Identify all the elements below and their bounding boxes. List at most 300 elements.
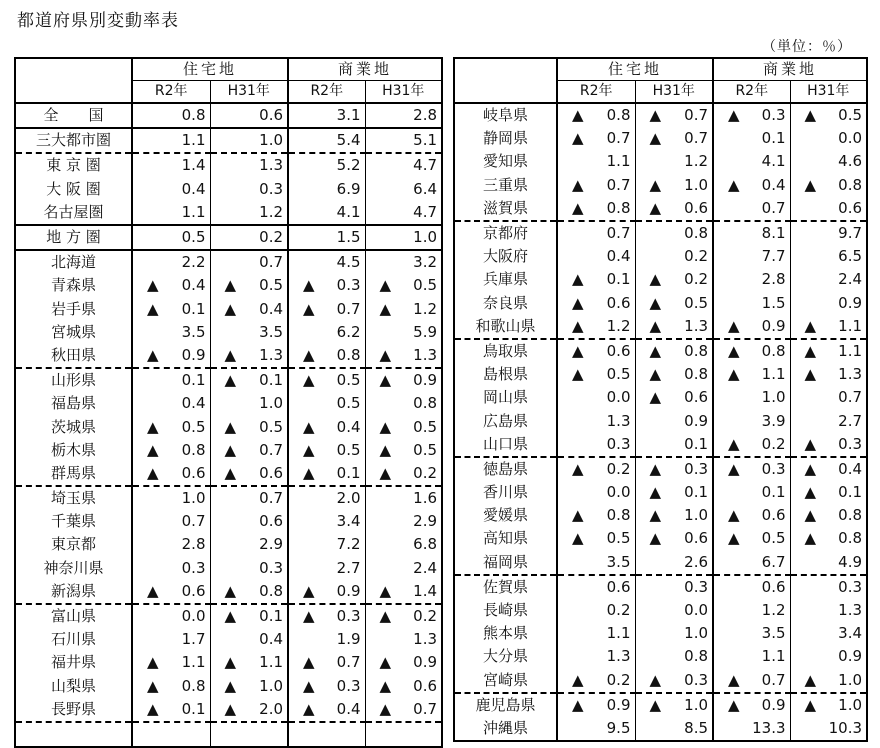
negative-triangle-icon: ▲ [379,676,392,695]
rate-value: 0.2 [606,601,631,620]
rate-value: 0.8 [761,341,786,360]
rate-cell [288,580,365,604]
prefecture-name: 神奈川県 [15,557,132,580]
prefecture-name: 山口県 [454,433,557,457]
negative-triangle-icon: ▲ [728,175,740,194]
negative-triangle-icon: ▲ [804,670,817,689]
negative-triangle-icon: ▲ [728,341,740,360]
rate-value: 0.3 [259,558,284,577]
left-table-body [15,103,442,747]
rate-value: 0.8 [684,341,709,360]
table-row [15,415,442,438]
rate-cell [713,315,790,339]
commercial-r2-header: R2年 [713,81,790,104]
negative-triangle-icon: ▲ [303,699,315,718]
rate-value: 0.4 [181,276,206,295]
prefecture-name: 鹿児島県 [454,693,557,717]
negative-triangle-icon: ▲ [224,676,237,695]
rate-value: 1.1 [181,131,206,150]
rate-cell [132,153,210,177]
rate-cell [790,481,867,504]
rate-value: 0.9 [838,647,863,666]
table-row [15,250,442,274]
rate-cell [132,368,210,392]
rate-value: 0.7 [761,198,786,217]
rate-cell [365,392,442,415]
prefecture-name: 佐賀県 [454,575,557,599]
rate-cell [288,392,365,415]
rate-cell [557,551,635,575]
rate-value: 5.4 [336,131,361,150]
rate-cell [713,409,790,432]
rate-value: 3.9 [761,411,786,430]
rate-value: 1.1 [838,341,863,360]
rate-cell [713,221,790,245]
negative-triangle-icon: ▲ [572,670,584,689]
rate-value: 1.1 [761,365,786,384]
rate-cell [132,250,210,274]
rate-value: 1.2 [606,316,631,335]
rate-cell [132,103,210,128]
rate-cell [288,510,365,533]
prefecture-name: 岐阜県 [454,103,557,127]
table-row [454,339,867,363]
prefecture-name: 兵庫県 [454,268,557,291]
rate-cell [713,150,790,173]
negative-triangle-icon: ▲ [572,459,584,478]
rate-value: 0.6 [761,577,786,596]
negative-triangle-icon: ▲ [303,607,315,626]
negative-triangle-icon: ▲ [804,106,817,125]
rate-cell [557,481,635,504]
rate-cell [365,344,442,368]
rate-value: 0.8 [413,394,438,413]
rate-cell [557,504,635,527]
negative-triangle-icon: ▲ [804,434,817,453]
rate-value: 1.0 [684,695,709,714]
rate-cell [365,153,442,177]
prefecture-name: 新潟県 [15,580,132,604]
blank-cell [210,722,288,747]
rate-value: 1.3 [606,411,631,430]
rate-value: 0.3 [606,434,631,453]
table-row [454,409,867,432]
rate-value: 3.1 [336,106,361,125]
rate-cell [365,368,442,392]
rate-value: 0.4 [761,175,786,194]
prefecture-name: 宮崎県 [454,669,557,693]
rate-cell [557,599,635,622]
rate-value: 0.9 [413,371,438,390]
rate-cell [557,127,635,150]
negative-triangle-icon: ▲ [728,106,740,125]
residential-h31-header: H31年 [635,81,713,104]
negative-triangle-icon: ▲ [728,529,740,548]
negative-triangle-icon: ▲ [303,581,315,600]
rate-cell [790,386,867,409]
prefecture-name: 山梨県 [15,675,132,698]
negative-triangle-icon: ▲ [804,529,817,548]
rate-cell [132,274,210,297]
rate-cell [713,174,790,197]
prefecture-name: 青森県 [15,274,132,297]
table-row [454,599,867,622]
negative-triangle-icon: ▲ [379,653,392,672]
rate-cell [132,651,210,674]
rate-value: 0.6 [606,293,631,312]
rate-cell [790,315,867,339]
page-title: 都道府県別変動率表 [17,11,179,31]
rate-cell [790,527,867,550]
negative-triangle-icon: ▲ [147,699,159,718]
rate-value: 1.1 [181,202,206,221]
rate-value: 0.8 [684,365,709,384]
rate-value: 0.0 [684,601,709,620]
rate-cell [288,368,365,392]
rate-value: 0.7 [259,253,284,272]
rate-cell [713,645,790,668]
rate-value: 2.9 [413,512,438,531]
rate-cell [288,462,365,486]
rate-value: 0.3 [259,179,284,198]
rate-cell [365,250,442,274]
rate-value: 0.8 [838,506,863,525]
rate-value: 1.1 [606,624,631,643]
table-row [15,392,442,415]
negative-triangle-icon: ▲ [147,276,159,295]
prefecture-name: 静岡県 [454,127,557,150]
rate-cell [790,645,867,668]
rate-cell [713,386,790,409]
rate-value: 0.5 [684,293,709,312]
rate-cell [713,433,790,457]
negative-triangle-icon: ▲ [147,581,159,600]
table-row [15,274,442,297]
rate-cell [365,274,442,297]
rate-value: 1.7 [181,630,206,649]
table-row [15,201,442,225]
rate-value: 0.8 [181,676,206,695]
rate-value: 1.3 [838,365,863,384]
rate-cell [635,433,713,457]
rate-value: 2.0 [336,489,361,508]
rate-cell [635,292,713,315]
rate-cell [365,439,442,462]
rate-value: 6.8 [413,535,438,554]
rate-cell [132,604,210,628]
negative-triangle-icon: ▲ [572,529,584,548]
rate-value: 5.9 [413,322,438,341]
prefecture-name: 鳥取県 [454,339,557,363]
rate-value: 0.3 [838,577,863,596]
rate-value: 0.0 [606,483,631,502]
rate-value: 0.5 [413,276,438,295]
rate-value: 0.1 [181,699,206,718]
rate-value: 1.2 [413,299,438,318]
table-row [15,321,442,344]
rate-value: 0.6 [181,463,206,482]
rate-value: 0.7 [259,489,284,508]
rate-cell [713,339,790,363]
negative-triangle-icon: ▲ [728,459,740,478]
prefecture-name: 富山県 [15,604,132,628]
rate-cell [365,103,442,128]
negative-triangle-icon: ▲ [224,276,237,295]
negative-triangle-icon: ▲ [303,299,315,318]
prefecture-name: 宮城県 [15,321,132,344]
rate-value: 0.6 [684,388,709,407]
rate-cell [365,462,442,486]
rate-cell [210,250,288,274]
rate-cell [365,580,442,604]
prefecture-name: 大分県 [454,645,557,668]
rate-value: 2.2 [181,253,206,272]
prefecture-name: 香川県 [454,481,557,504]
table-row [15,675,442,698]
rate-value: 3.4 [336,512,361,531]
negative-triangle-icon: ▲ [147,345,159,364]
table-row [15,628,442,651]
table-row [15,298,442,321]
rate-cell [132,344,210,368]
rate-cell [790,221,867,245]
negative-triangle-icon: ▲ [147,417,159,436]
rate-cell [210,510,288,533]
blank-cell [132,722,210,747]
rate-value: 5.2 [336,156,361,175]
rate-value: 1.3 [413,345,438,364]
rate-cell [288,178,365,201]
rate-cell [557,575,635,599]
rate-cell [790,174,867,197]
rate-value: 4.7 [413,156,438,175]
rate-cell [132,178,210,201]
rate-cell [288,651,365,674]
rate-cell [557,197,635,221]
prefecture-name: 奈良県 [454,292,557,315]
negative-triangle-icon: ▲ [649,270,662,289]
rate-cell [557,669,635,693]
prefecture-name: 高知県 [454,527,557,550]
rate-cell [365,510,442,533]
rate-value: 4.9 [838,552,863,571]
negative-triangle-icon: ▲ [728,695,740,714]
table-row [454,221,867,245]
rate-cell [210,651,288,674]
rate-value: 0.5 [761,529,786,548]
rate-value: 1.9 [336,630,361,649]
rate-value: 0.5 [181,228,206,247]
rate-cell [288,201,365,225]
rate-value: 1.0 [413,228,438,247]
rate-value: 0.4 [336,417,361,436]
rate-value: 2.6 [684,552,709,571]
table-row [454,386,867,409]
rate-cell [210,439,288,462]
rate-cell [713,622,790,645]
rate-value: 0.4 [336,699,361,718]
negative-triangle-icon: ▲ [147,676,159,695]
table-row [454,481,867,504]
prefecture-name: 長野県 [15,698,132,722]
negative-triangle-icon: ▲ [572,129,584,148]
rate-value: 0.2 [684,247,709,266]
rate-value: 13.3 [752,718,786,737]
rate-value: 1.1 [259,653,284,672]
prefecture-name: 和歌山県 [454,315,557,339]
residential-r2-header: R2年 [132,81,210,104]
residential-r2-header: R2年 [557,81,635,104]
prefecture-name: 名古屋圏 [15,201,132,225]
rate-cell [365,225,442,250]
table-row [454,693,867,717]
rate-cell [210,274,288,297]
rate-value: 0.3 [181,558,206,577]
rate-value: 0.5 [606,365,631,384]
rate-value: 4.5 [336,253,361,272]
rate-value: 0.8 [181,106,206,125]
rate-value: 6.5 [838,247,863,266]
rate-cell [288,698,365,722]
left-rate-table [14,57,443,748]
rate-cell [713,268,790,291]
negative-triangle-icon: ▲ [649,316,662,335]
rate-value: 0.1 [684,483,709,502]
rate-value: 1.0 [838,695,863,714]
prefecture-name: 沖縄県 [454,717,557,741]
rate-cell [288,103,365,128]
prefecture-name: 埼玉県 [15,486,132,510]
rate-value: 1.4 [181,156,206,175]
corner-cell [454,81,557,104]
prefecture-name: 山形県 [15,368,132,392]
rate-value: 2.7 [838,411,863,430]
table-row [454,645,867,668]
rate-value: 0.4 [181,179,206,198]
rate-cell [713,551,790,575]
rate-value: 2.4 [413,558,438,577]
table-row [15,178,442,201]
negative-triangle-icon: ▲ [224,581,237,600]
rate-value: 4.1 [336,202,361,221]
rate-cell [557,268,635,291]
negative-triangle-icon: ▲ [572,341,584,360]
negative-triangle-icon: ▲ [804,459,817,478]
rate-value: 8.1 [761,224,786,243]
rate-cell [557,292,635,315]
rate-cell [132,321,210,344]
rate-value: 0.1 [761,129,786,148]
negative-triangle-icon: ▲ [572,106,584,125]
rate-value: 4.7 [413,202,438,221]
prefecture-name: 岩手県 [15,298,132,321]
rate-cell [713,245,790,268]
rate-value: 0.7 [336,299,361,318]
rate-value: 0.9 [838,293,863,312]
rate-cell [790,622,867,645]
prefecture-name: 広島県 [454,409,557,432]
negative-triangle-icon: ▲ [649,293,662,312]
rate-cell [635,457,713,481]
rate-value: 0.5 [606,529,631,548]
rate-cell [210,368,288,392]
negative-triangle-icon: ▲ [224,417,237,436]
corner-cell [454,58,557,81]
rate-cell [635,645,713,668]
rate-cell [210,580,288,604]
blank-cell [365,722,442,747]
rate-value: 0.6 [259,512,284,531]
commercial-h31-header: H31年 [365,81,442,104]
rate-cell [365,628,442,651]
commercial-h31-header: H31年 [790,81,867,104]
rate-cell [790,551,867,575]
rate-cell [557,174,635,197]
rate-cell [210,178,288,201]
negative-triangle-icon: ▲ [379,371,392,390]
rate-cell [365,698,442,722]
rate-value: 0.7 [413,699,438,718]
table-row [15,462,442,486]
rate-value: 0.7 [336,653,361,672]
rate-value: 1.0 [684,624,709,643]
rate-cell [557,315,635,339]
rate-cell [713,575,790,599]
blank-cell [15,722,132,747]
prefecture-name: 群馬県 [15,462,132,486]
rate-cell [557,527,635,550]
negative-triangle-icon: ▲ [572,293,584,312]
rate-cell [635,127,713,150]
prefecture-name: 東 京 圏 [15,153,132,177]
rate-cell [210,128,288,153]
rate-cell [713,527,790,550]
negative-triangle-icon: ▲ [804,506,817,525]
negative-triangle-icon: ▲ [649,670,662,689]
negative-triangle-icon: ▲ [728,316,740,335]
table-row [454,575,867,599]
table-row [454,457,867,481]
rate-cell [557,433,635,457]
rate-cell [790,103,867,127]
rate-cell [713,127,790,150]
rate-cell [365,321,442,344]
rate-value: 2.0 [259,699,284,718]
rate-cell [365,298,442,321]
negative-triangle-icon: ▲ [379,299,392,318]
rate-cell [210,415,288,438]
prefecture-name: 全 国 [15,103,132,128]
rate-cell [635,386,713,409]
negative-triangle-icon: ▲ [379,463,392,482]
rate-cell [365,533,442,556]
rate-cell [790,339,867,363]
rate-cell [210,628,288,651]
rate-value: 0.7 [684,106,709,125]
negative-triangle-icon: ▲ [804,316,817,335]
rate-value: 0.1 [259,607,284,626]
rate-value: 0.9 [336,581,361,600]
table-row [454,504,867,527]
table-row [454,622,867,645]
rate-cell [210,604,288,628]
rate-value: 0.3 [761,459,786,478]
negative-triangle-icon: ▲ [649,365,662,384]
rate-value: 0.8 [606,198,631,217]
rate-value: 2.8 [181,535,206,554]
rate-cell [365,201,442,225]
table-row [15,153,442,177]
